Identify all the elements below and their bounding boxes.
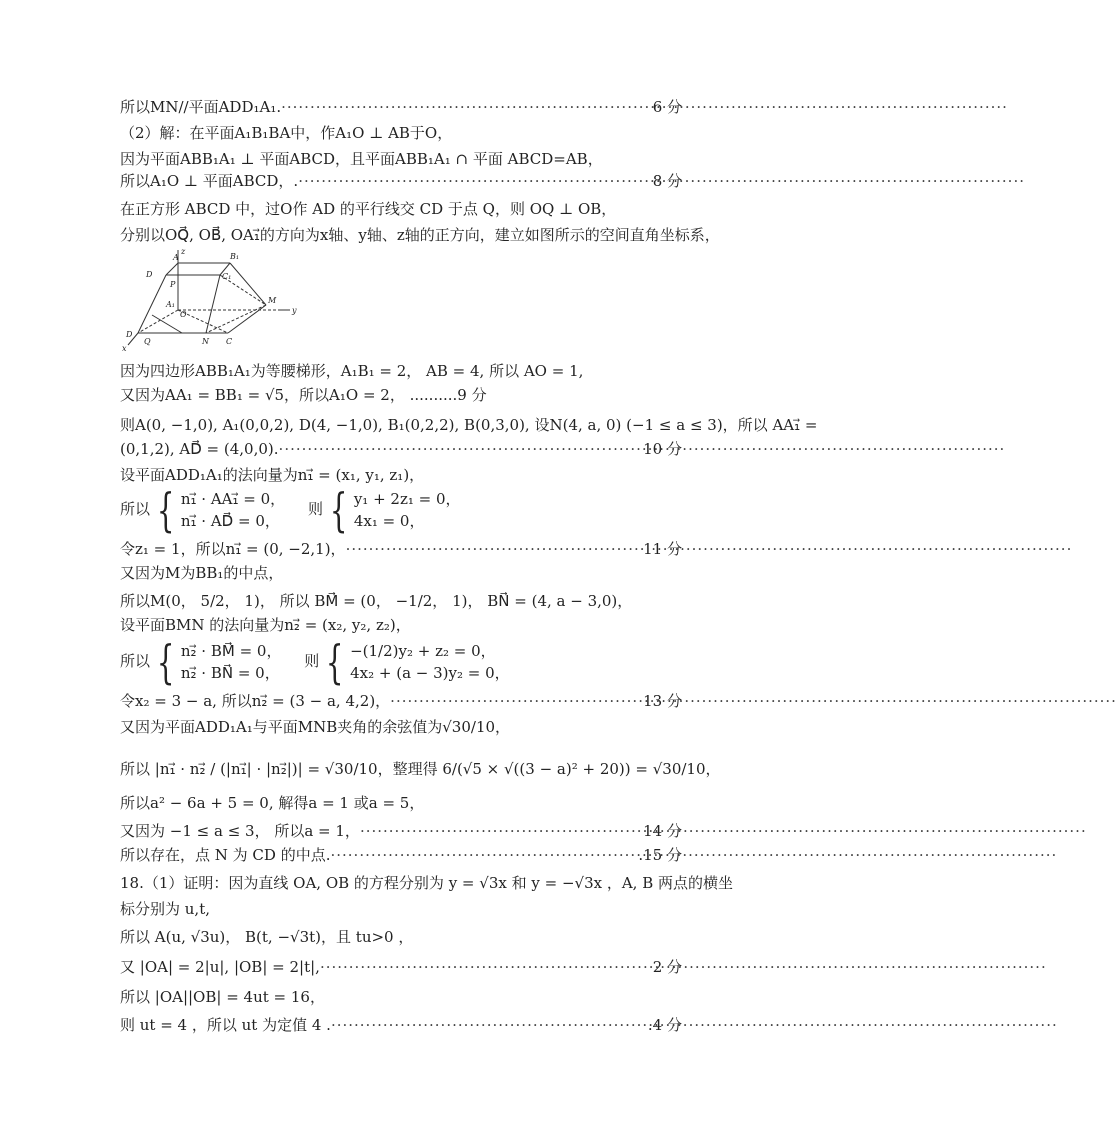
label-p: P (170, 280, 176, 289)
solution-line (120, 122, 682, 144)
math-text: 所以M(0， 5/2， 1)， 所以 BM⃗ = (0， −1/2， 1)， BN⃗ = (4, a − 3,0)， (120, 592, 633, 610)
score-label: 2 分 (652, 958, 682, 976)
solution-line (120, 844, 682, 866)
math-text: 设平面ADD₁A₁的法向量为n₁⃗ = (x₁, y₁, z₁)， (120, 466, 425, 484)
math-text: 又因为 −1 ≤ a ≤ 3， 所以a = 1， (120, 822, 360, 840)
math-text: 令z₁ = 1，所以n₁⃗ = (0, −2,1)， (120, 540, 346, 558)
brace-icon: { (156, 483, 175, 537)
score-label: .15 分 (638, 846, 682, 864)
solution-line (120, 170, 682, 192)
label-y: y (292, 306, 297, 315)
score-label: 13 分 (643, 692, 682, 710)
solution-line (120, 148, 682, 170)
solution-line (120, 198, 682, 220)
label-o: O (180, 310, 187, 319)
equation-stack (350, 640, 510, 684)
math-text: 因为四边形ABB₁A₁为等腰梯形，A₁B₁ = 2， AB = 4, 所以 AO = 1, (120, 362, 584, 380)
brace-icon: { (325, 635, 344, 689)
equation: 4x₂ + (a − 3)y₂ = 0， (350, 664, 510, 682)
equation: y₁ + 2z₁ = 0， (353, 490, 461, 508)
solution-line (120, 538, 682, 560)
math-text: 又因为AA₁ = BB₁ = √5，所以A₁O = 2， ..........9 分 (120, 386, 487, 404)
label-b1: B₁ (230, 252, 240, 261)
solution-line (120, 360, 682, 382)
equation-stack (354, 488, 461, 532)
math-text: 又因为平面ADD₁A₁与平面MNB夹角的余弦值为√30/10， (120, 718, 511, 736)
math-text: 所以a² − 6a + 5 = 0, 解得a = 1 或a = 5， (120, 794, 425, 812)
solution-line (120, 614, 682, 636)
math-text: 则 (307, 500, 323, 518)
frustum-diagram (118, 245, 308, 355)
score-label: .4 分 (647, 1016, 682, 1034)
solution-line (120, 758, 721, 780)
math-text: 设平面BMN 的法向量为n₂⃗ = (x₂, y₂, z₂)， (120, 616, 411, 634)
solution-line (120, 986, 682, 1008)
equation: n₁⃗ · AA₁⃗ = 0， (180, 490, 286, 508)
solution-line (120, 464, 682, 486)
solution-line (120, 690, 682, 712)
label-z: z (181, 247, 186, 256)
label-a: A (173, 253, 179, 262)
math-text: 令x₂ = 3 − a, 所以n₂⃗ = (3 − a, 4,2)， (120, 692, 391, 710)
math-text: 则 (304, 652, 320, 670)
label-a1: A₁ (166, 300, 175, 309)
math-text: 又因为M为BB₁的中点， (120, 564, 284, 582)
solution-line (120, 414, 818, 436)
label-x: x (122, 344, 127, 353)
solution-line (120, 820, 682, 842)
score-label: 14 分 (643, 822, 682, 840)
math-text: 分别以OQ⃗, OB⃗, OA₁⃗的方向为x轴、y轴、z轴的正方向，建立如图所示的空间直角坐标系， (120, 226, 720, 244)
solution-line (120, 96, 682, 118)
math-text: 18.（1）证明：因为直线 OA, OB 的方程分别为 y = √3x 和 y = −√3x ，A, B 两点的横坐 (120, 874, 734, 892)
equation-system (120, 635, 510, 689)
score-label: 8 分 (652, 172, 682, 190)
math-text: 标分别为 u,t, (120, 900, 210, 918)
math-text: (0,1,2), AD⃗ = (4,0,0). (120, 440, 279, 458)
solution-line (120, 224, 720, 246)
label-d-bottom: D (126, 330, 133, 339)
score-label: 6 分 (652, 98, 682, 116)
math-text: 所以 |n₁⃗ · n₂⃗ / (|n₁⃗| · |n₂⃗|)| = √30/10，整理得 6/(√5 × √((3 − a)² + 20)) = √30/10， (120, 760, 721, 778)
edge-d1-d (138, 275, 166, 333)
math-text: 所以 A(u, √3u)， B(t, −√3t)，且 tu>0 ， (120, 928, 414, 946)
label-d-top: D (146, 270, 153, 279)
math-text: 在正方形 ABCD 中，过O作 AD 的平行线交 CD 于点 Q，则 OQ ⊥ OB， (120, 200, 617, 218)
label-c: C (226, 337, 233, 346)
solution-line (120, 384, 682, 406)
math-text: 所以存在，点 N 为 CD 的中点. (120, 846, 331, 864)
math-text: 则 ut = 4 ，所以 ut 为定值 4 . (120, 1016, 331, 1034)
math-text: 所以 (120, 652, 151, 670)
solution-line (120, 872, 734, 894)
label-m: M (268, 296, 277, 305)
solution-line (120, 716, 682, 738)
label-c1: C₁ (222, 272, 232, 281)
math-text: 所以 (120, 500, 151, 518)
coordinate-figure (118, 245, 308, 355)
solution-line (120, 438, 682, 460)
solution-line (120, 792, 682, 814)
solution-line (120, 956, 682, 978)
equation: n₂⃗ · BN⃗ = 0， (180, 664, 280, 682)
score-label: 10 分 (643, 440, 682, 458)
math-text: （2）解：在平面A₁B₁BA中，作A₁O ⊥ AB于O， (120, 124, 453, 142)
equation: 4x₁ = 0， (353, 512, 425, 530)
math-text: 所以A₁O ⊥ 平面ABCD，. (120, 172, 299, 190)
label-n: N (202, 337, 209, 346)
solution-line (120, 898, 682, 920)
label-q: Q (144, 337, 151, 346)
solution-line (120, 562, 682, 584)
math-text: 所以MN//平面ADD₁A₁. (120, 98, 282, 116)
math-text: 因为平面ABB₁A₁ ⊥ 平面ABCD，且平面ABB₁A₁ ∩ 平面 ABCD=AB， (120, 150, 603, 168)
score-label: 11 分 (643, 540, 682, 558)
equation: n₂⃗ · BM⃗ = 0， (180, 642, 282, 660)
equation-stack (181, 488, 285, 532)
math-text: 所以 |OA||OB| = 4ut = 16， (120, 988, 325, 1006)
equation: −(1/2)y₂ + z₂ = 0， (350, 642, 496, 660)
solution-line (120, 590, 682, 612)
equation-stack (181, 640, 282, 684)
math-text: 又 |OA| = 2|u|, |OB| = 2|t|, (120, 958, 320, 976)
equation: n₁⃗ · AD⃗ = 0， (180, 512, 280, 530)
solution-line (120, 1014, 682, 1036)
brace-icon: { (156, 635, 175, 689)
solution-line (120, 926, 682, 948)
math-text: 则A(0, −1,0), A₁(0,0,2), D(4, −1,0), B₁(0,2,2), B(0,3,0), 设N(4, a, 0) (−1 ≤ a ≤ 3)，所以 AA₁⃗ = (120, 416, 818, 434)
equation-system (120, 483, 461, 537)
brace-icon: { (329, 483, 348, 537)
